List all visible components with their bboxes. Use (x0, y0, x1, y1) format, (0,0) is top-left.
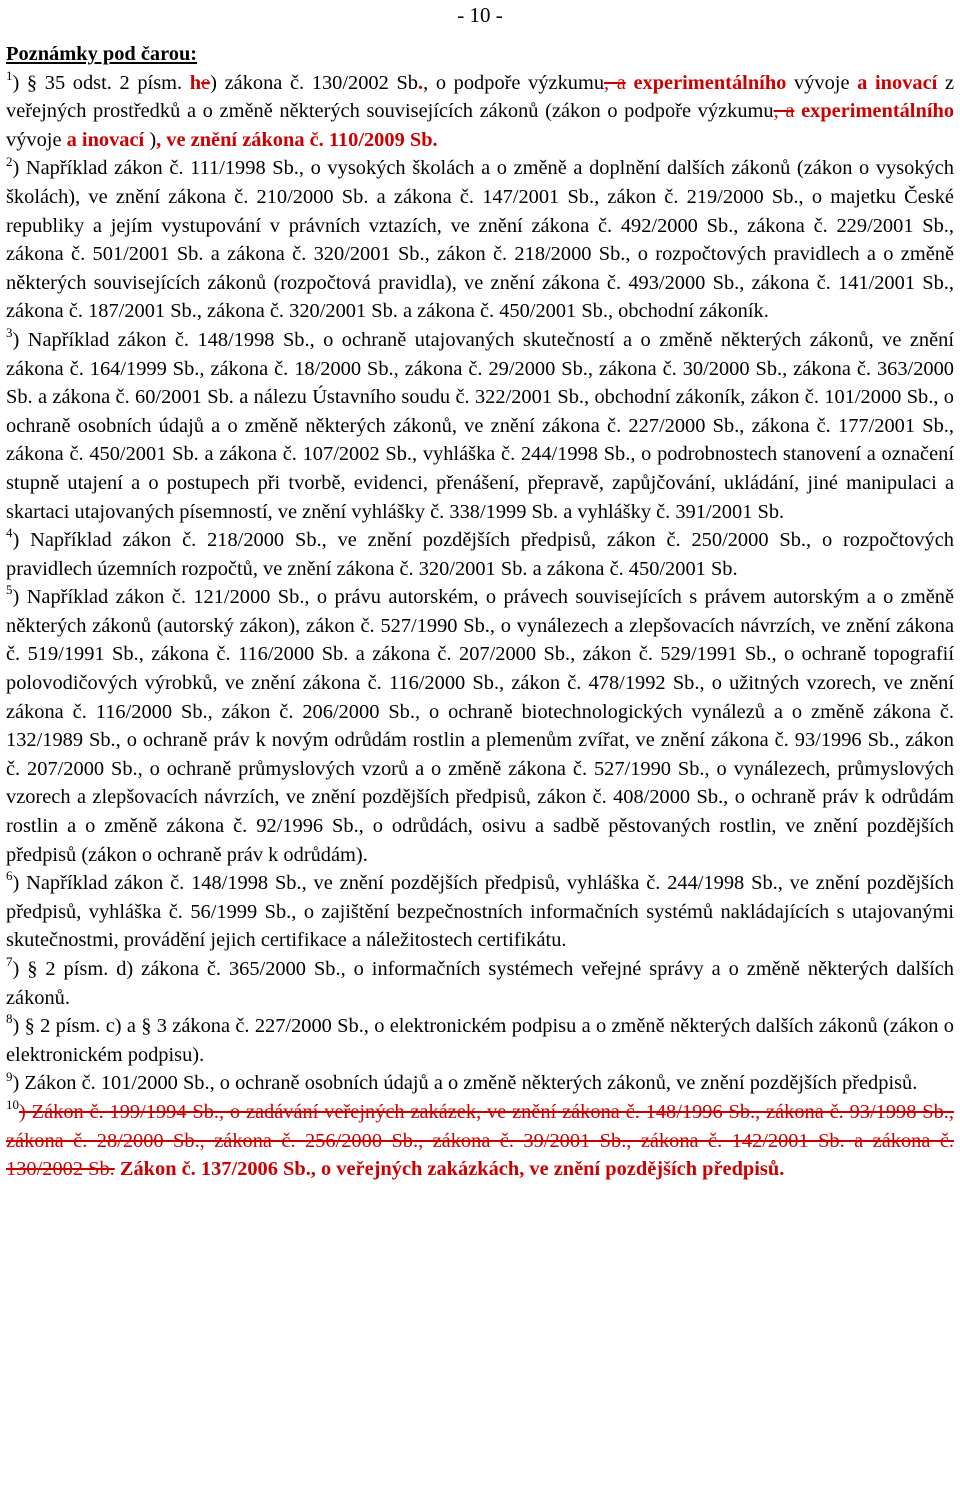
footnote-text: ) (144, 128, 157, 151)
footnote-list (6, 69, 954, 1184)
footnote-marker: 7 (6, 954, 13, 970)
deleted-text: ) Zákon č. 199/1994 Sb., o zadávání veřejných zakázek, ve znění zákona č. 148/1996 Sb., zákona č. 93/1998 Sb., zákona č. 28/2000 Sb., zákona č. 256/2000 Sb., zákona č. 39/2001 Sb., zákona č. 142/2001 Sb. a zákona č. 130/2002 Sb. (6, 1100, 954, 1181)
inserted-text: experimentálního (633, 71, 787, 94)
deleted-text: , a (604, 71, 626, 94)
inserted-text: , ve znění zákona č. 110/2009 Sb. (156, 128, 438, 151)
footnote-9 (6, 1069, 954, 1098)
footnote-marker: 1 (6, 67, 13, 83)
footnote-text: ) § 2 písm. d) zákona č. 365/2000 Sb., o informačních systémech veřejné správy a o změně některých dalších zákonů. (6, 958, 954, 1009)
footnote-text: ) zákona č. 130/2002 Sb (210, 71, 418, 94)
footnote-text: ) Například zákon č. 111/1998 Sb., o vysokých školách a o změně a doplnění dalších zákonů (zákon o vysokých školách), ve znění zákona č. 210/2000 Sb. a zákona č. 147/2001 Sb., zákon č. 219/2000 Sb., o majetku České republiky a jejím vystupování v právních vztazích, ve znění zákona č. 492/2000 Sb., zákona č. 229/2001 Sb., zákona č. 501/2001 Sb. a zákona č. 320/2001 Sb., zákon č. 218/2000 Sb., o rozpočtových pravidlech a o změně některých souvisejících zákonů (rozpočtová pravidla), ve znění zákona č. 493/2000 Sb., zákona č. 141/2001 Sb., zákona č. 187/2001 Sb., zákona č. 320/2001 Sb. a zákona č. 450/2001 Sb., obchodní zákoník. (6, 157, 954, 323)
footnote-text: ) § 2 písm. c) a § 3 zákona č. 227/2000 Sb., o elektronickém podpisu a o změně některých dalších zákonů (zákon o elektronickém podpisu). (6, 1015, 954, 1066)
footnote-marker: 2 (6, 153, 13, 169)
footnotes-heading: Poznámky pod čarou: (6, 43, 198, 65)
footnote-1 (6, 69, 954, 155)
footnote-10 (6, 1098, 954, 1184)
footnote-marker: 10 (6, 1097, 19, 1113)
footnote-text: ) Například zákon č. 148/1998 Sb., ve znění pozdějších předpisů, vyhláška č. 244/1998 Sb., ve znění pozdějších předpisů, vyhláška č. 56/1999 Sb., o zajištění bezpečnostních informačních systémů nakládajících s utajovanými skutečnostmi, provádění jejich certifikace a náležitostech certifikátu. (6, 872, 954, 952)
footnote-text: ) Zákon č. 101/2000 Sb., o ochraně osobních údajů a o změně některých zákonů, ve znění pozdějších předpisů. (12, 1072, 918, 1095)
footnote-text: vývoje (786, 71, 858, 94)
inserted-text: a inovací (66, 128, 145, 151)
inserted-text: a inovací (857, 71, 938, 94)
inserted-text: Zákon č. 137/2006 Sb., o veřejných zakázkách, ve znění pozdějších předpisů. (114, 1158, 785, 1181)
footnote-8 (6, 1012, 954, 1069)
footnote-marker: 8 (6, 1011, 13, 1027)
footnote-marker: 9 (6, 1068, 13, 1084)
footnote-marker: 5 (6, 582, 13, 598)
footnotes-section (6, 40, 954, 1184)
inserted-text: experimentálního (801, 100, 955, 123)
footnote-marker: 6 (6, 868, 13, 884)
footnote-6 (6, 869, 954, 955)
footnote-5 (6, 583, 954, 869)
footnote-text: ) Například zákon č. 148/1998 Sb., o ochraně utajovaných skutečností a o změně některých zákonů, ve znění zákona č. 164/1999 Sb., zákona č. 18/2000 Sb., zákona č. 29/2000 Sb., zákona č. 30/2000 Sb., zákona č. 363/2000 Sb. a zákona č. 60/2001 Sb. a nálezu Ústavního soudu č. 322/2001 Sb., obchodní zákoník, zákon č. 101/2000 Sb., o ochraně osobních údajů a o změně některých zákonů, ve znění zákona č. 227/2000 Sb., zákona č. 177/2001 Sb., zákona č. 450/2001 Sb. a zákona č. 107/2002 Sb., vyhláška č. 244/1998 Sb., o podrobnostech stanovení a označení stupně utajení a o postupech při tvorbě, evidenci, přenášení, přepravě, zapůjčování, ukládání, jiné manipulaci a skartaci utajovaných písemností, ve znění vyhlášky č. 338/1999 Sb. a vyhlášky č. 391/2001 Sb. (6, 328, 954, 523)
footnote-text: ) Například zákon č. 218/2000 Sb., ve znění pozdějších předpisů, zákon č. 250/2000 Sb., o rozpočtových pravidlech územních rozpočtů, ve znění zákona č. 320/2001 Sb. a zákona č. 450/2001 Sb. (6, 529, 954, 580)
footnote-7 (6, 955, 954, 1012)
footnote-text: ) § 35 odst. 2 písm. (12, 71, 190, 94)
inserted-text: . (417, 71, 424, 94)
footnote-text: ) Například zákon č. 121/2000 Sb., o právu autorském, o právech souvisejících s právem autorským a o změně některých zákonů (autorský zákon), zákon č. 527/1990 Sb., o vynálezech a zlepšovacích návrzích, ve znění zákona č. 519/1991 Sb., zákona č. 116/2000 Sb. a zákona č. 207/2000 Sb., zákon č. 529/1991 Sb., o ochraně topografií polovodičových výrobků, ve znění zákona č. 116/2000 Sb., zákon č. 478/1992 Sb., o užitných vzorech, ve znění zákona č. 116/2000 Sb., zákon č. 206/2000 Sb., o ochraně biotechnologických vynálezů a o změně zákona č. 132/1989 Sb., o ochraně práv k novým odrůdám rostlin a plemenům zvířat, ve znění zákona č. 93/1996 Sb., zákon č. 207/2000 Sb., o ochraně průmyslových vzorů a o změně zákona č. 527/1990 Sb., o vynálezech, průmyslových vzorech a zlepšovacích návrzích, ve znění pozdějších předpisů, zákon č. 408/2000 Sb., o ochraně práv k odrůdám rostlin a o změně zákona č. 92/1996 Sb., o odrůdách, osivu a sadbě pěstovaných rostlin, ve znění pozdějších předpisů (zákon o ochraně práv k odrůdám). (6, 586, 954, 866)
footnote-text: z veřejných prostředků a o změně některých souvisejících zákonů (zákon o podpoře výzkumu (6, 71, 955, 123)
footnote-marker: 3 (6, 325, 13, 341)
footnote-text: , o podpoře výzkumu (423, 71, 605, 94)
page-number: - 10 - (457, 3, 503, 27)
footnote-marker: 4 (6, 525, 13, 541)
inserted-text: h (189, 71, 202, 94)
footnote-2 (6, 154, 954, 326)
footnote-text: vývoje (6, 128, 67, 151)
footnote-3 (6, 326, 954, 526)
deleted-text: , a (773, 100, 795, 123)
footnote-4 (6, 526, 954, 583)
deleted-text: e (201, 71, 211, 94)
